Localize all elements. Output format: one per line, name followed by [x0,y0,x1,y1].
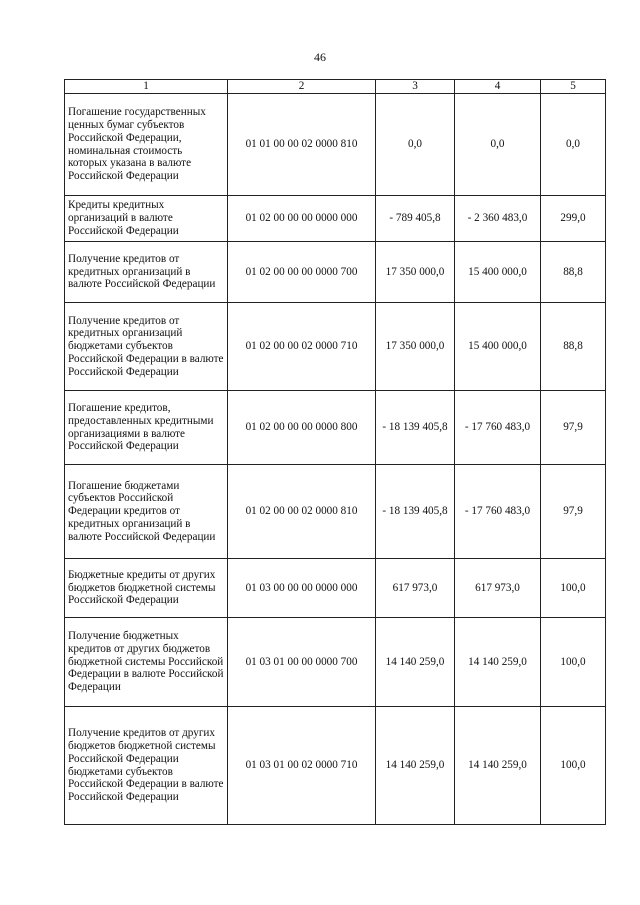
row-name: Получение кредитов от кредитных организаций бюджетами субъектов Российской Федерации в валюте Российской Федерации [65,303,228,391]
row-code: 01 03 00 00 00 0000 000 [228,559,376,618]
table-row [65,707,606,825]
row-name: Погашение бюджетами субъектов Российской Федерации кредитов от кредитных организаций в валюте Российской Федерации [65,465,228,559]
row-name: Кредиты кредитных организаций в валюте Российской Федерации [65,196,228,242]
row-value-col5: 97,9 [541,465,606,559]
row-value-col4: 14 140 259,0 [455,707,541,825]
row-code: 01 02 00 00 00 0000 800 [228,391,376,465]
row-value-col5: 97,9 [541,391,606,465]
row-value-col5: 100,0 [541,559,606,618]
row-value-col3: 0,0 [376,94,455,196]
row-value-col4: - 17 760 483,0 [455,465,541,559]
table-row [65,559,606,618]
row-code: 01 03 01 00 02 0000 710 [228,707,376,825]
row-name: Получение бюджетных кредитов от других бюджетов бюджетной системы Российской Федерации в валюте Российской Федерации [65,618,228,707]
row-value-col3: 17 350 000,0 [376,242,455,303]
table-row [65,303,606,391]
table-row [65,196,606,242]
row-code: 01 02 00 00 02 0000 710 [228,303,376,391]
row-name: Погашение кредитов, предоставленных кредитными организациями в валюте Российской Федерации [65,391,228,465]
table-row [65,94,606,196]
row-code: 01 02 00 00 00 0000 000 [228,196,376,242]
row-name: Бюджетные кредиты от других бюджетов бюджетной системы Российской Федерации [65,559,228,618]
row-value-col3: 14 140 259,0 [376,618,455,707]
row-value-col5: 88,8 [541,242,606,303]
row-value-col4: 617 973,0 [455,559,541,618]
row-value-col3: - 789 405,8 [376,196,455,242]
row-value-col3: - 18 139 405,8 [376,465,455,559]
table-header-row [65,80,606,94]
row-code: 01 02 00 00 00 0000 700 [228,242,376,303]
row-code: 01 01 00 00 02 0000 810 [228,94,376,196]
row-name: Получение кредитов от других бюджетов бюджетной системы Российской Федерации бюджетами субъектов Российской Федерации в валюте Российской Федерации [65,707,228,825]
row-value-col4: 15 400 000,0 [455,303,541,391]
row-value-col4: 0,0 [455,94,541,196]
row-value-col5: 0,0 [541,94,606,196]
column-header: 5 [541,80,606,94]
row-value-col5: 100,0 [541,618,606,707]
column-header: 4 [455,80,541,94]
row-value-col4: 15 400 000,0 [455,242,541,303]
row-code: 01 02 00 00 02 0000 810 [228,465,376,559]
row-code: 01 03 01 00 00 0000 700 [228,618,376,707]
table-row [65,465,606,559]
column-header: 3 [376,80,455,94]
column-header: 1 [65,80,228,94]
page-number: 46 [314,50,326,64]
row-value-col5: 88,8 [541,303,606,391]
row-name: Погашение государственных ценных бумаг субъектов Российской Федерации, номинальная стоимость которых указана в валюте Российской Федерации [65,94,228,196]
row-value-col3: 617 973,0 [376,559,455,618]
row-value-col3: 14 140 259,0 [376,707,455,825]
row-value-col4: - 17 760 483,0 [455,391,541,465]
row-value-col4: 14 140 259,0 [455,618,541,707]
budget-table [64,79,606,825]
row-value-col3: - 18 139 405,8 [376,391,455,465]
row-value-col5: 100,0 [541,707,606,825]
table-row [65,391,606,465]
column-header: 2 [228,80,376,94]
row-value-col5: 299,0 [541,196,606,242]
row-name: Получение кредитов от кредитных организаций в валюте Российской Федерации [65,242,228,303]
row-value-col3: 17 350 000,0 [376,303,455,391]
table-row [65,618,606,707]
table-row [65,242,606,303]
row-value-col4: - 2 360 483,0 [455,196,541,242]
